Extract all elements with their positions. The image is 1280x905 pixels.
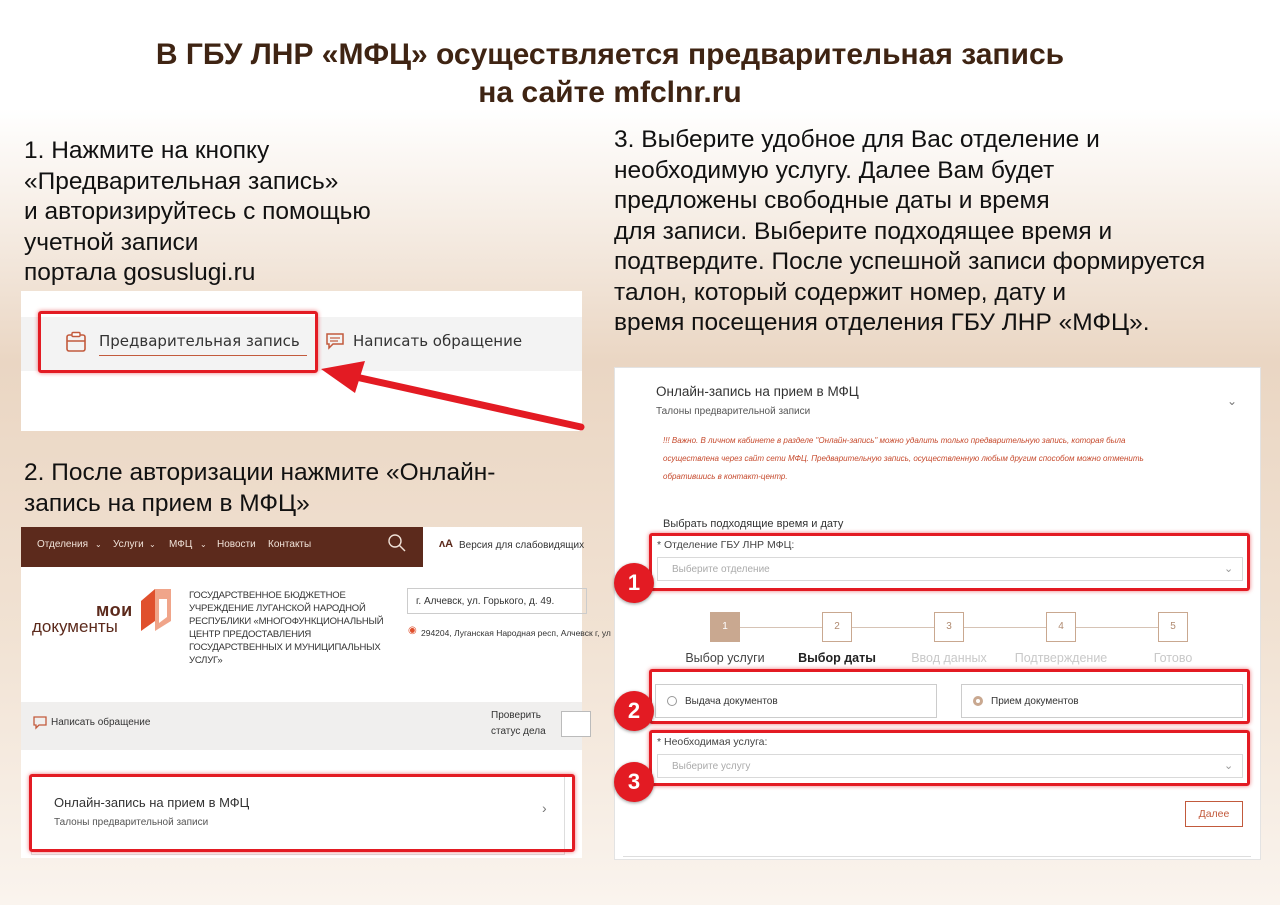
stepper-label-5: Готово: [1153, 651, 1193, 665]
warning-notice: !!! Важно. В личном кабинете в разделе "Онлайн-запись" можно удалить только предварительную запись, которая была осуществлена через сайт сети МФЦ. Предварительную запись, осуществленную любым другим способом можно отменить обратившись в контакт-центр.: [663, 436, 1144, 481]
stepper-label-1: Выбор услуги: [685, 651, 765, 665]
badge-1: 1: [614, 563, 654, 603]
logo-text-top: мои: [96, 600, 133, 620]
choose-label: Выбрать подходящие время и дату: [663, 518, 844, 530]
step1-line: 1. Нажмите на кнопку: [24, 137, 270, 164]
service-label: * Необходимая услуга:: [657, 736, 768, 748]
site-header: [21, 567, 611, 702]
step1-line: и авторизируйтесь с помощью: [24, 198, 371, 225]
message-icon: [33, 716, 47, 730]
document-type-highlight: [649, 669, 1250, 724]
stepper-label-2: Выбор даты: [798, 651, 876, 665]
step1-line: «Предварительная запись»: [24, 167, 339, 195]
stepper-step-5: 5: [1158, 612, 1188, 642]
step3-line: предложены свободные даты и время: [614, 187, 1050, 214]
next-button[interactable]: Далее: [1185, 801, 1243, 827]
step3-line: необходимую услугу. Далее Вам будет: [614, 156, 1055, 184]
search-icon[interactable]: [387, 533, 407, 553]
step2-line: 2. После авторизации нажмите «Онлайн-: [24, 459, 496, 486]
radio-issue-label: Выдача документов: [685, 696, 778, 707]
branch-placeholder: Выберите отделение: [672, 564, 770, 575]
site-nav-bar: [21, 527, 585, 567]
logo-icon: [141, 587, 173, 633]
step1-line: учетной записи: [24, 228, 199, 256]
page-title: [0, 36, 1220, 112]
form-title: Онлайн-запись на прием в МФЦ: [656, 384, 859, 399]
appeal-button-label[interactable]: Написать обращение: [353, 332, 523, 350]
step3-instructions: [614, 125, 1205, 339]
stepper-step-1: 1: [710, 612, 740, 642]
address-text: 294204, Луганская Народная респ, Алчевск г, ул: [421, 628, 611, 638]
vision-label: Версия для слабовидящих: [459, 540, 585, 551]
logo-text-bottom: документы: [32, 617, 118, 636]
status-check-line2[interactable]: статус дела: [491, 726, 546, 737]
vision-toggle[interactable]: [423, 527, 585, 567]
card-subtitle: Талоны предварительной записи: [54, 817, 209, 828]
stepper-connector: [740, 627, 822, 628]
stepper-step-2: 2: [822, 612, 852, 642]
badge-3: 3: [614, 762, 654, 802]
appeal-bar: [21, 702, 582, 750]
branch-label: * Отделение ГБУ ЛНР МФЦ:: [657, 539, 795, 551]
step1-line: портала gosuslugi.ru: [24, 259, 256, 286]
step3-line: талон, который содержит номер, дату и: [614, 278, 1067, 306]
step2-line: запись на прием в МФЦ»: [24, 489, 310, 517]
step1-screenshot: [21, 291, 582, 431]
stepper-step-4: 4: [1046, 612, 1076, 642]
nav-item-contacts[interactable]: Контакты: [268, 539, 312, 550]
step3-line: 3. Выберите удобное для Вас отделение и: [614, 126, 1100, 153]
case-number-input[interactable]: [561, 711, 591, 737]
service-highlight: [649, 730, 1250, 786]
step3-screenshot: [614, 367, 1261, 860]
card-highlight: [29, 774, 575, 852]
map-pin-icon: ◉: [408, 625, 417, 636]
chevron-down-icon: ⌄: [95, 540, 102, 549]
org-full-name: ГОСУДАРСТВЕННОЕ БЮДЖЕТНОЕ УЧРЕЖДЕНИЕ ЛУГАНСКОЙ НАРОДНОЙ РЕСПУБЛИКИ «МНОГОФУНКЦИОНАЛЬНЫЙ ЦЕНТР ПРЕДОСТАВЛЕНИЯ ГОСУДАРСТВЕННЫХ И МУНИЦИПАЛЬНЫХ УСЛУГ»: [189, 590, 384, 666]
pointer-arrow: [21, 291, 582, 431]
city-select[interactable]: [407, 588, 587, 614]
form-subtitle: Талоны предварительной записи: [656, 406, 811, 417]
stepper-connector: [964, 627, 1046, 628]
branch-highlight: [649, 533, 1250, 591]
step1-instructions: [24, 136, 371, 289]
step2-instructions: [24, 458, 495, 519]
stepper-connector: [852, 627, 934, 628]
service-placeholder: Выберите услугу: [672, 761, 751, 772]
city-value: г. Алчевск, ул. Горького, д. 49.: [416, 596, 555, 607]
chevron-right-icon: ›: [542, 800, 547, 816]
prereg-button-label[interactable]: Предварительная запись: [99, 332, 300, 350]
badge-2: 2: [614, 691, 654, 731]
page-title-line1: В ГБУ ЛНР «МФЦ» осуществляется предварительная запись: [155, 38, 1065, 71]
chevron-down-icon: ⌄: [200, 540, 207, 549]
chevron-down-icon[interactable]: ⌄: [1227, 394, 1238, 408]
step2-screenshot: [21, 527, 611, 858]
nav-item-mfc[interactable]: МФЦ: [169, 539, 193, 550]
font-size-icon: ʌA: [439, 538, 454, 550]
appeal-link[interactable]: Написать обращение: [51, 717, 151, 728]
stepper-step-3: 3: [934, 612, 964, 642]
stepper-label-4: Подтверждение: [1014, 651, 1108, 665]
stepper-label-3: Ввод данных: [911, 651, 987, 665]
step3-line: подтвердите. После успешной записи формируется: [614, 248, 1206, 275]
status-check-line1[interactable]: Проверить: [491, 710, 542, 721]
step3-line: время посещения отделения ГБУ ЛНР «МФЦ».: [614, 309, 1150, 336]
nav-item-branches[interactable]: Отделения: [37, 539, 89, 550]
step3-line: для записи. Выберите подходящее время и: [614, 217, 1113, 245]
nav-item-news[interactable]: Новости: [217, 539, 256, 550]
page-title-line2: на сайте mfclnr.ru: [478, 76, 742, 109]
nav-item-services[interactable]: Услуги: [113, 539, 144, 550]
chevron-down-icon: ⌄: [1224, 563, 1234, 575]
chevron-down-icon: ⌄: [149, 540, 156, 549]
stepper-connector: [1076, 627, 1158, 628]
radio-accept-label: Прием документов: [991, 696, 1079, 707]
chevron-down-icon: ⌄: [1224, 760, 1234, 772]
card-title: Онлайн-запись на прием в МФЦ: [54, 795, 250, 810]
form-divider: [623, 856, 1251, 857]
